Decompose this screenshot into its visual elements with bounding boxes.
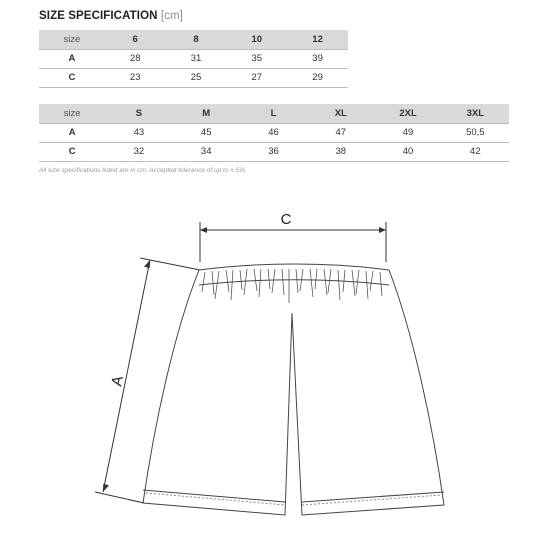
table-cell: 25 (166, 68, 227, 87)
spec-title-text: SIZE SPECIFICATION (39, 10, 158, 22)
spec-title-unit: [cm] (160, 10, 183, 22)
table-cell: 45 (173, 123, 240, 142)
label-c: C (280, 211, 292, 228)
row-label: A (39, 123, 105, 142)
header-cell: 3XL (442, 104, 509, 123)
tolerance-note: All size specifications listed are in cm. Accepted tolerance of up to ± 5%. (39, 167, 247, 174)
table-cell: 23 (105, 68, 166, 87)
header-cell: size (39, 30, 105, 49)
table-cell: 36 (240, 142, 307, 161)
label-a: A (108, 374, 127, 388)
table-cell: 39 (287, 49, 348, 68)
table-cell: 28 (105, 49, 166, 68)
table-cell: 31 (166, 49, 227, 68)
table-cell: 32 (105, 142, 172, 161)
table-cell: 40 (374, 142, 441, 161)
header-cell: size (39, 104, 105, 123)
header-cell: L (240, 104, 307, 123)
header-cell: 10 (226, 30, 287, 49)
header-cell: 6 (105, 30, 166, 49)
table-cell: 47 (307, 123, 374, 142)
row-label: C (39, 68, 105, 87)
header-cell: 2XL (374, 104, 441, 123)
row-label: C (39, 142, 105, 161)
table-cell: 42 (442, 142, 509, 161)
shorts-outline (143, 264, 444, 515)
table-cell: 49 (374, 123, 441, 142)
header-cell: M (173, 104, 240, 123)
header-cell: 8 (166, 30, 227, 49)
dimension-c-line (200, 222, 386, 262)
table-cell: 27 (226, 68, 287, 87)
table-cell: 38 (307, 142, 374, 161)
header-cell: 12 (287, 30, 348, 49)
table-cell: 50,5 (442, 123, 509, 142)
table-cell: 29 (287, 68, 348, 87)
table-cell: 46 (240, 123, 307, 142)
header-cell: S (105, 104, 172, 123)
header-cell: XL (307, 104, 374, 123)
table-cell: 43 (105, 123, 172, 142)
row-label: A (39, 49, 105, 68)
table-cell: 35 (226, 49, 287, 68)
waistband-gathers (202, 269, 382, 303)
table-cell: 34 (173, 142, 240, 161)
